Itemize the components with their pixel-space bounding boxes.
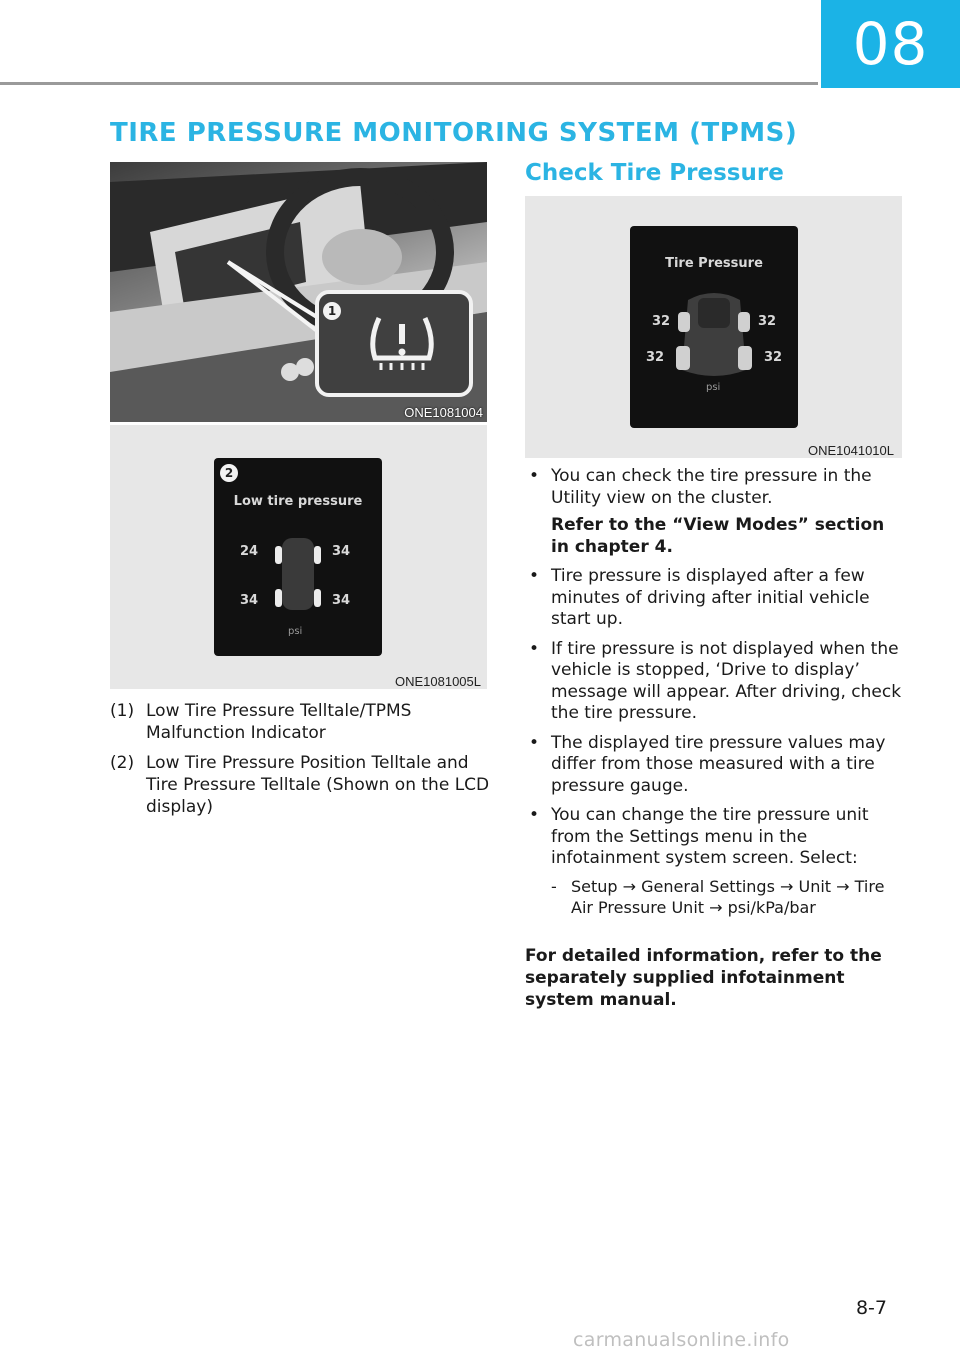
bullet-text: The displayed tire pressure values may differ from those measured with a tire pressure gauge. (551, 732, 886, 796)
lcd-display (214, 458, 382, 656)
dashboard-photo (110, 162, 487, 422)
bullet-text: Tire pressure is displayed after a few minutes of driving after initial vehicle start up. (551, 566, 870, 629)
sub-item (551, 876, 905, 918)
bullet-item (525, 639, 905, 725)
figure-code: ONE1081005L (394, 674, 481, 689)
figure-code: ONE1041010L (807, 443, 894, 458)
tire-fl-value: 24 (240, 544, 259, 559)
lcd-title: Low tire pressure (233, 494, 363, 509)
bullet-marker: • (529, 566, 540, 586)
tire-rl-value: 32 (646, 350, 665, 365)
caption-number: (2) (110, 753, 135, 773)
caption-item (110, 752, 490, 818)
chapter-number: 08 (852, 10, 929, 78)
car-topview-icon (273, 534, 323, 614)
caption-item (110, 700, 490, 744)
tire-rl-value: 34 (240, 593, 259, 608)
bullet-item (525, 466, 905, 558)
caption-text: Low Tire Pressure Position Telltale and Tire Pressure Telltale (Shown on the LCD display) (146, 753, 490, 817)
bullet-text: You can check the tire pressure in the Utility view on the cluster. (551, 466, 872, 508)
bullet-marker: • (529, 732, 540, 753)
sub-item-marker: - (551, 876, 557, 896)
sub-item-text: Setup → General Settings → Unit → Tire Air Pressure Unit → psi/kPa/bar (571, 876, 885, 917)
bullet-item (525, 805, 905, 926)
bullet-reference-note: Refer to the “View Modes” section in chapter 4. (551, 515, 885, 557)
page-number: 8-7 (855, 1297, 887, 1319)
tire-fl-value: 32 (652, 314, 671, 329)
tire-rr-value: 32 (764, 350, 783, 365)
tire-rr-value: 34 (332, 593, 351, 608)
bullet-text: If tire pressure is not displayed when the vehicle is stopped, ‘Drive to display’ message will appear. After driving, check the tire pressure. (551, 638, 902, 723)
telltale-callout (315, 290, 473, 397)
header-rule (0, 82, 818, 85)
lcd-unit: psi (288, 626, 303, 637)
bullet-marker: • (529, 466, 540, 486)
lcd-display (630, 226, 798, 428)
figure-captions (110, 700, 490, 826)
subheading: Check Tire Pressure (525, 160, 784, 186)
closing-note: For detailed information, refer to the separately supplied infotainment system manual. (525, 946, 882, 1010)
tpms-warning-icon (357, 310, 447, 380)
callout-badge-2: 2 (220, 464, 238, 482)
bullet-marker: • (529, 805, 540, 825)
bullet-item (525, 733, 905, 798)
lcd-title: Tire Pressure (665, 256, 763, 271)
watermark: carmanualsonline.info (573, 1329, 790, 1351)
callout-badge-1: 1 (323, 302, 341, 320)
bullet-text: You can change the tire pressure unit from the Settings menu in the infotainment system screen. Select: (551, 805, 869, 868)
bullet-marker: • (529, 638, 540, 659)
tire-pressure-figure (525, 196, 902, 458)
tire-fr-value: 34 (332, 544, 351, 559)
caption-number: (1) (110, 701, 135, 721)
low-tire-pressure-figure (110, 425, 487, 689)
bullet-item (525, 566, 905, 631)
car-3d-icon (674, 284, 754, 384)
caption-text: Low Tire Pressure Telltale/TPMS Malfunction Indicator (146, 701, 412, 743)
figure-code: ONE1081004 (404, 405, 483, 420)
chapter-tab (821, 0, 960, 88)
section-title: TIRE PRESSURE MONITORING SYSTEM (TPMS) (110, 118, 798, 148)
lcd-unit: psi (706, 382, 721, 393)
tire-fr-value: 32 (758, 314, 777, 329)
bullet-list (525, 466, 905, 934)
